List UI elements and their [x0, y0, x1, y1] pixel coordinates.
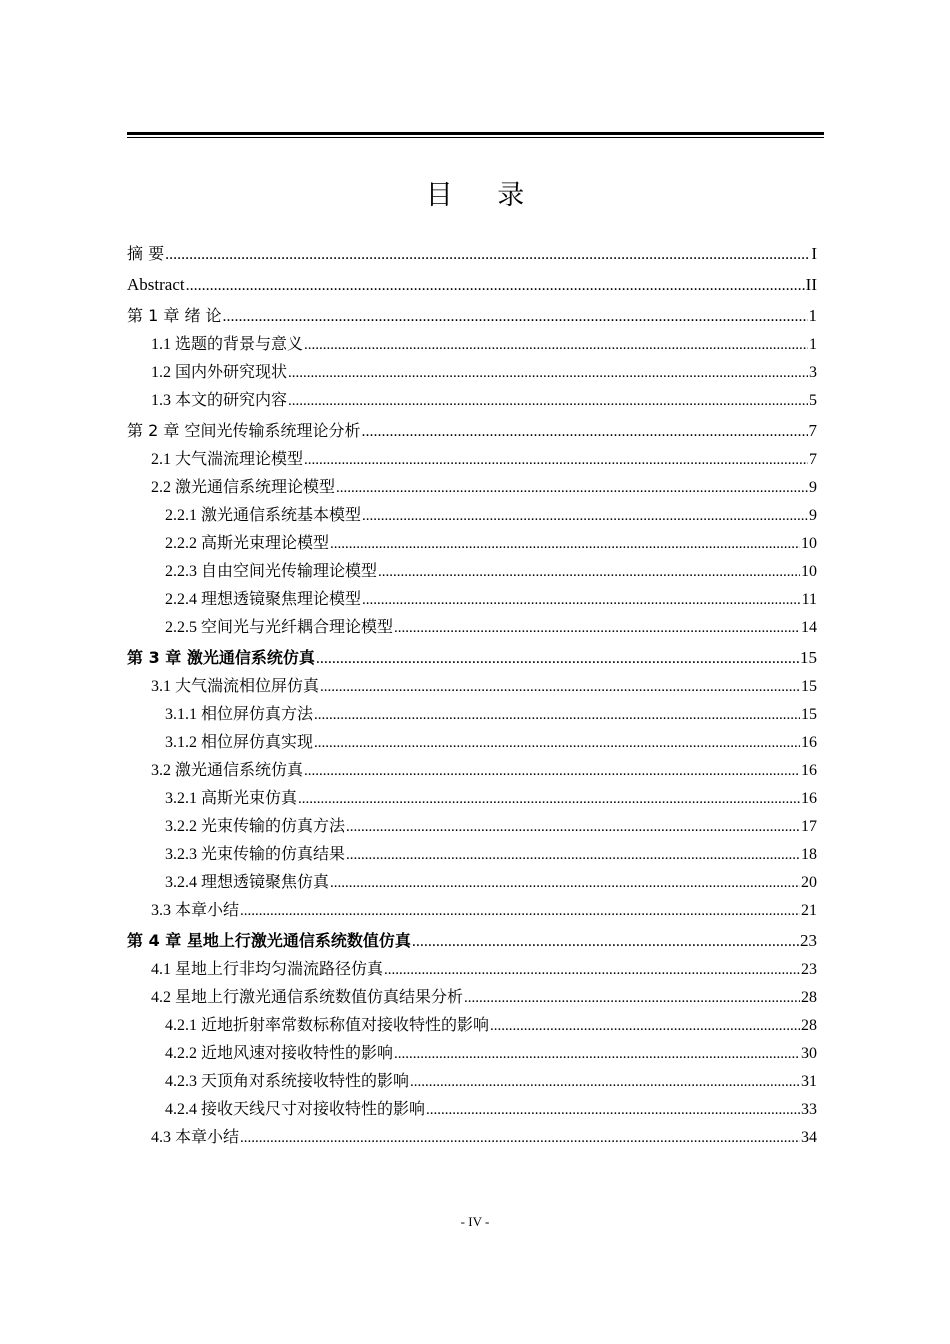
toc-entry-page-number: 34	[801, 1129, 817, 1146]
toc-entry-page-number: II	[805, 275, 817, 294]
toc-entry-page-number: 33	[801, 1101, 817, 1118]
toc-dot-leader	[304, 331, 808, 359]
toc-dot-leader	[361, 416, 807, 447]
toc-entry-page-number: 10	[801, 563, 817, 580]
toc-entry[interactable]	[127, 1068, 817, 1096]
toc-dot-leader	[330, 530, 800, 558]
toc-entry-page-number: 15	[800, 648, 817, 667]
toc-entry[interactable]	[127, 614, 817, 642]
toc-dot-leader	[316, 643, 799, 674]
toc-entry-label: 1.2 国内外研究现状	[151, 364, 288, 381]
toc-entry[interactable]	[127, 586, 817, 614]
toc-entry-label: 3.2.2 光束传输的仿真方法	[165, 818, 346, 835]
toc-entry-label: 摘 要	[127, 244, 165, 263]
toc-entry-page-number: 3	[809, 364, 817, 381]
toc-entry-label: 3.2.4 理想透镜聚焦仿真	[165, 874, 330, 891]
toc-entry-page-number: 14	[801, 619, 817, 636]
toc-dot-leader	[240, 897, 800, 925]
toc-dot-leader	[304, 446, 808, 474]
toc-entry-page-number: 30	[801, 1045, 817, 1062]
toc-entry-label: 2.2.2 高斯光束理论模型	[165, 535, 330, 552]
toc-entry[interactable]	[127, 785, 817, 813]
toc-entry-page-number: 15	[801, 678, 817, 695]
toc-entry[interactable]	[127, 269, 817, 300]
toc-entry-label: 4.2.3 天顶角对系统接收特性的影响	[165, 1073, 410, 1090]
toc-entry-page-number: 23	[800, 931, 817, 950]
toc-entry-label: 2.2 激光通信系统理论模型	[151, 479, 336, 496]
toc-entry[interactable]	[127, 956, 817, 984]
toc-entry[interactable]	[127, 841, 817, 869]
toc-entry-label: 3.2.1 高斯光束仿真	[165, 790, 298, 807]
page-number-footer: - IV -	[460, 1214, 490, 1229]
toc-entry-page-number: I	[811, 244, 817, 263]
toc-entry-page-number: 9	[809, 479, 817, 496]
toc-entry-page-number: 1	[809, 336, 817, 353]
toc-entry[interactable]	[127, 446, 817, 474]
toc-dot-leader	[378, 558, 800, 586]
toc-entry-label: 3.1.1 相位屏仿真方法	[165, 706, 314, 723]
toc-entry-page-number: 11	[801, 591, 817, 608]
toc-entry[interactable]	[127, 897, 817, 925]
toc-dot-leader	[165, 239, 810, 270]
toc-entry-label: 第 4 章 星地上行激光通信系统数值仿真	[127, 931, 411, 950]
toc-entry[interactable]	[127, 387, 817, 415]
toc-entry-page-number: 5	[809, 392, 817, 409]
toc-entry-page-number: 16	[801, 762, 817, 779]
toc-entry-page-number: 1	[808, 306, 817, 325]
toc-entry[interactable]	[127, 558, 817, 586]
header-rule-thin	[127, 137, 824, 138]
toc-entry-label: 4.2.2 近地风速对接收特性的影响	[165, 1045, 394, 1062]
toc-entry[interactable]	[127, 642, 817, 673]
toc-entry-page-number: 17	[801, 818, 817, 835]
toc-dot-leader	[304, 757, 800, 785]
toc-entry-page-number: 23	[801, 961, 817, 978]
table-of-contents	[127, 238, 817, 1152]
toc-entry-page-number: 7	[808, 421, 817, 440]
toc-entry[interactable]	[127, 1040, 817, 1068]
toc-dot-leader	[410, 1068, 800, 1096]
toc-entry-label: 1.1 选题的背景与意义	[151, 336, 304, 353]
toc-entry-label: 3.1.2 相位屏仿真实现	[165, 734, 314, 751]
toc-dot-leader	[240, 1124, 800, 1152]
toc-dot-leader	[362, 586, 801, 614]
toc-entry-label: 第 2 章 空间光传输系统理论分析	[127, 421, 361, 440]
toc-dot-leader	[412, 926, 799, 957]
toc-dot-leader	[346, 813, 800, 841]
toc-entry-label: 2.1 大气湍流理论模型	[151, 451, 304, 468]
toc-entry[interactable]	[127, 359, 817, 387]
toc-dot-leader	[426, 1096, 800, 1124]
toc-entry-label: 4.2 星地上行激光通信系统数值仿真结果分析	[151, 989, 464, 1006]
toc-dot-leader	[288, 359, 808, 387]
toc-entry-label: 第 1 章 绪 论	[127, 306, 222, 325]
page-title: 目 录	[425, 180, 543, 211]
toc-entry[interactable]	[127, 474, 817, 502]
toc-entry-page-number: 28	[801, 1017, 817, 1034]
toc-entry-page-number: 16	[801, 734, 817, 751]
toc-entry[interactable]	[127, 331, 817, 359]
header-rule-thick	[127, 132, 824, 135]
toc-dot-leader	[314, 701, 800, 729]
toc-entry-page-number: 28	[801, 989, 817, 1006]
toc-entry[interactable]	[127, 1096, 817, 1124]
toc-dot-leader	[464, 984, 800, 1012]
toc-entry-label: 2.2.5 空间光与光纤耦合理论模型	[165, 619, 394, 636]
toc-dot-leader	[346, 841, 800, 869]
toc-entry-label: 3.3 本章小结	[151, 902, 240, 919]
toc-entry[interactable]	[127, 1124, 817, 1152]
toc-dot-leader	[394, 614, 800, 642]
toc-entry-label: 第 3 章 激光通信系统仿真	[127, 648, 315, 667]
toc-dot-leader	[298, 785, 800, 813]
toc-entry-label: 4.3 本章小结	[151, 1129, 240, 1146]
toc-entry-label: 2.2.3 自由空间光传输理论模型	[165, 563, 378, 580]
toc-entry-page-number: 16	[801, 790, 817, 807]
toc-dot-leader	[394, 1040, 800, 1068]
toc-entry[interactable]	[127, 757, 817, 785]
toc-entry[interactable]	[127, 530, 817, 558]
toc-entry-label: 2.2.1 激光通信系统基本模型	[165, 507, 362, 524]
toc-entry-page-number: 7	[809, 451, 817, 468]
toc-entry-page-number: 18	[801, 846, 817, 863]
toc-entry[interactable]	[127, 925, 817, 956]
toc-entry-page-number: 10	[801, 535, 817, 552]
toc-entry[interactable]	[127, 813, 817, 841]
toc-dot-leader	[186, 270, 805, 301]
toc-entry-page-number: 20	[801, 874, 817, 891]
toc-dot-leader	[288, 387, 808, 415]
toc-entry-label: 4.2.1 近地折射率常数标称值对接收特性的影响	[165, 1017, 490, 1034]
toc-entry[interactable]	[127, 300, 817, 331]
toc-entry-label: 4.1 星地上行非均匀湍流路径仿真	[151, 961, 384, 978]
toc-dot-leader	[490, 1012, 800, 1040]
toc-entry-page-number: 31	[801, 1073, 817, 1090]
toc-dot-leader	[314, 729, 800, 757]
toc-entry-page-number: 21	[801, 902, 817, 919]
toc-entry[interactable]	[127, 984, 817, 1012]
toc-entry-label: 2.2.4 理想透镜聚焦理论模型	[165, 591, 362, 608]
toc-entry-label: 1.3 本文的研究内容	[151, 392, 288, 409]
toc-entry-label: 3.2.3 光束传输的仿真结果	[165, 846, 346, 863]
toc-entry[interactable]	[127, 238, 817, 269]
toc-entry-label: Abstract	[127, 275, 185, 294]
toc-dot-leader	[362, 502, 808, 530]
toc-entry-page-number: 15	[801, 706, 817, 723]
toc-entry[interactable]	[127, 869, 817, 897]
toc-dot-leader	[330, 869, 800, 897]
toc-entry-label: 3.1 大气湍流相位屏仿真	[151, 678, 320, 695]
toc-entry[interactable]	[127, 673, 817, 701]
toc-entry-label: 3.2 激光通信系统仿真	[151, 762, 304, 779]
toc-dot-leader	[384, 956, 800, 984]
toc-dot-leader	[320, 673, 800, 701]
toc-dot-leader	[223, 301, 808, 332]
toc-entry[interactable]	[127, 502, 817, 530]
toc-entry[interactable]	[127, 1012, 817, 1040]
toc-entry-label: 4.2.4 接收天线尺寸对接收特性的影响	[165, 1101, 426, 1118]
toc-entry-page-number: 9	[809, 507, 817, 524]
toc-dot-leader	[336, 474, 808, 502]
toc-entry[interactable]	[127, 729, 817, 757]
toc-entry[interactable]	[127, 415, 817, 446]
toc-entry[interactable]	[127, 701, 817, 729]
